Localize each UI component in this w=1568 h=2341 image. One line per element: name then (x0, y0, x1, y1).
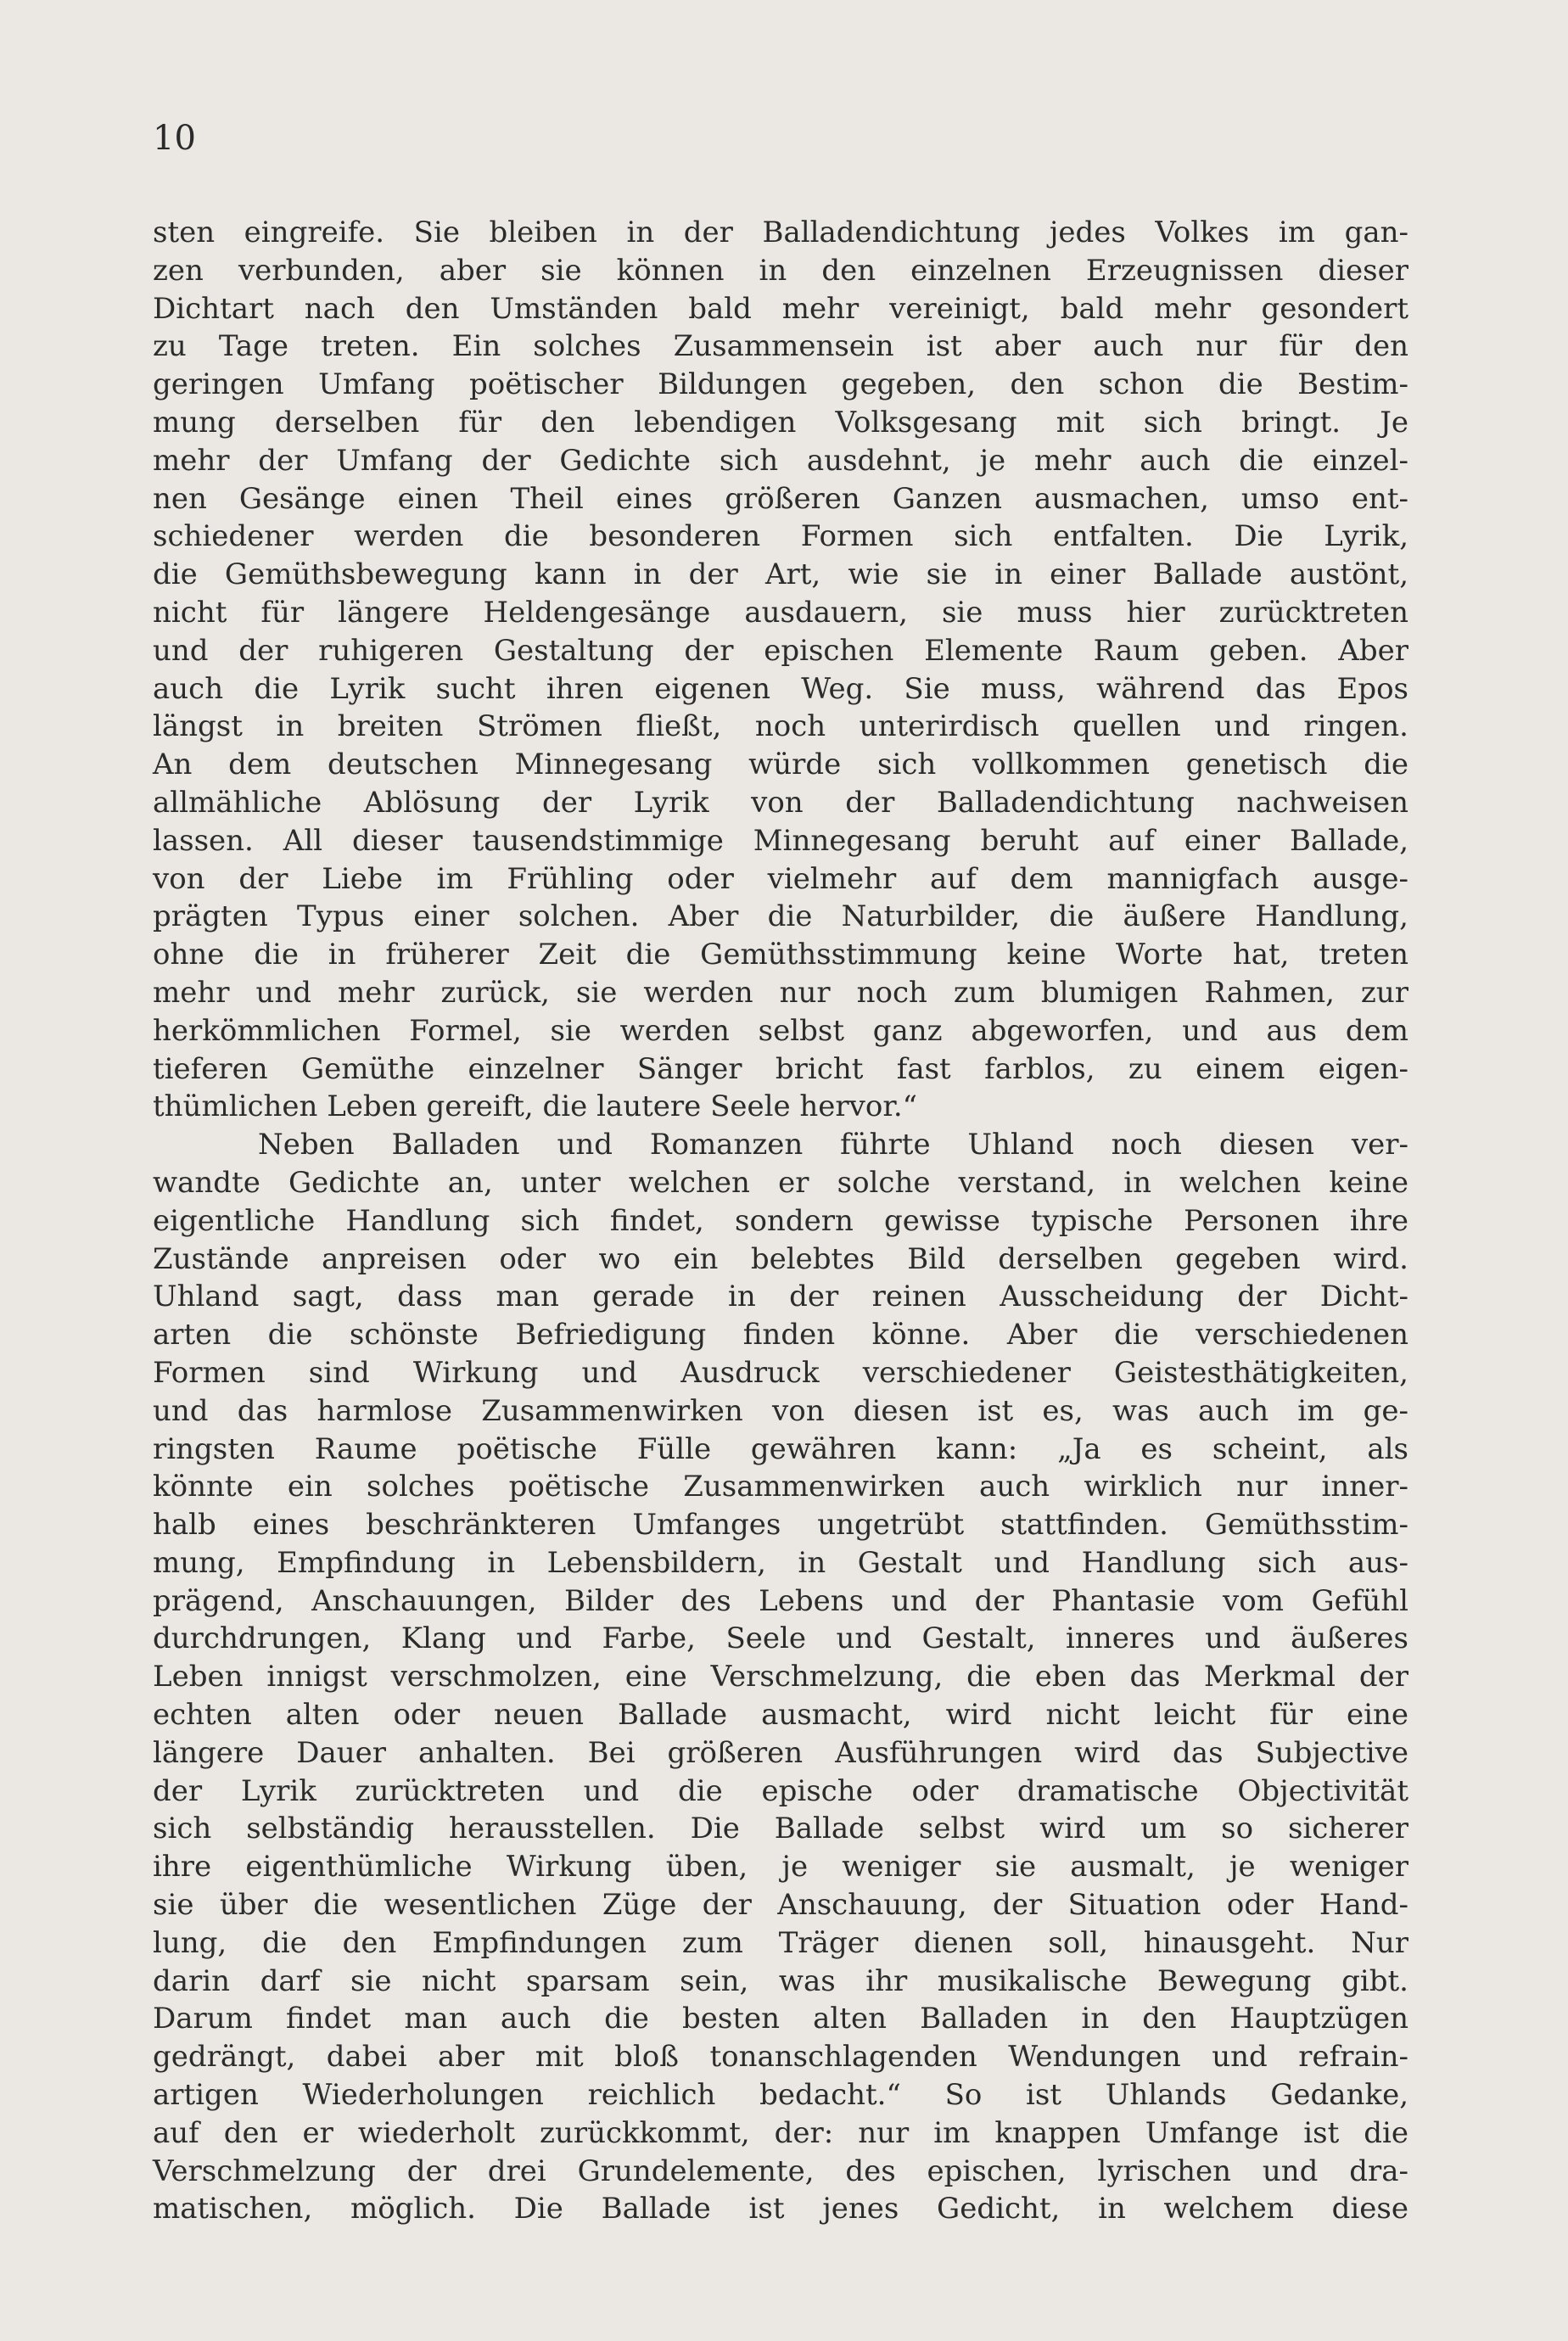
text-line: von der Liebe im Frühling oder vielmehr auf dem mannigfach ausge- (153, 861, 1408, 896)
text-line: artigen Wiederholungen reichlich bedacht.“ So ist Uhlands Gedanke, (153, 2078, 1408, 2113)
text-line: lung, die den Empfindungen zum Träger dienen soll, hinausgeht. Nur (153, 1925, 1408, 1960)
text-line: prägend, Anschauungen, Bilder des Lebens und der Phantasie vom Gefühl (153, 1583, 1408, 1618)
text-line: matischen, möglich. Die Ballade ist jenes Gedicht, in welchem diese (153, 2192, 1408, 2226)
text-line: auf den er wiederholt zurückkommt, der: nur im knappen Umfange ist die (153, 2115, 1408, 2150)
text-line: zen verbunden, aber sie können in den einzelnen Erzeugnissen dieser (153, 253, 1408, 288)
text-line: lassen. All dieser tausendstimmige Minnegesang beruht auf einer Ballade, (153, 823, 1408, 858)
text-line: mung derselben für den lebendigen Volksgesang mit sich bringt. Je (153, 405, 1408, 440)
text-line: mehr und mehr zurück, sie werden nur noch zum blumigen Rahmen, zur (153, 975, 1408, 1010)
text-line: zu Tage treten. Ein solches Zusammensein ist aber auch nur für den (153, 329, 1408, 364)
text-line: ohne die in früherer Zeit die Gemüthsstimmung keine Worte hat, treten (153, 938, 1408, 972)
text-line: nicht für längere Heldengesänge ausdauern, sie muss hier zurücktreten (153, 595, 1408, 630)
text-line: Neben Balladen und Romanzen führte Uhland noch diesen ver- (258, 1128, 1408, 1162)
text-line: herkömmlichen Formel, sie werden selbst ganz abgeworfen, und aus dem (153, 1013, 1408, 1048)
text-line: halb eines beschränkteren Umfanges ungetrübt stattfinden. Gemüthsstim- (153, 1508, 1408, 1543)
text-line: sten eingreife. Sie bleiben in der Balladendichtung jedes Volkes im gan- (153, 216, 1408, 249)
text-line: Darum findet man auch die besten alten Balladen in den Hauptzügen (153, 2002, 1408, 2036)
text-line: gedrängt, dabei aber mit bloß tonanschlagenden Wendungen und refrain- (153, 2040, 1408, 2075)
text-line: längst in breiten Strömen fließt, noch unterirdisch quellen und ringen. (153, 709, 1408, 744)
text-line: ringsten Raume poëtische Fülle gewähren kann: „Ja es scheint, als (153, 1431, 1408, 1466)
text-line: eigentliche Handlung sich findet, sondern gewisse typische Personen ihre (153, 1203, 1408, 1238)
text-line: prägten Typus einer solchen. Aber die Naturbilder, die äußere Handlung, (153, 899, 1408, 934)
text-line: An dem deutschen Minnegesang würde sich vollkommen genetisch die (153, 748, 1408, 782)
text-line: könnte ein solches poëtische Zusammenwirken auch wirklich nur inner- (153, 1470, 1408, 1504)
text-line: Verschmelzung der drei Grundelemente, des epischen, lyrischen und dra- (153, 2153, 1408, 2188)
text-line: mehr der Umfang der Gedichte sich ausdehnt, je mehr auch die einzel- (153, 443, 1408, 478)
text-line: die Gemüthsbewegung kann in der Art, wie sie in einer Ballade austönt, (153, 557, 1408, 592)
text-line: allmähliche Ablösung der Lyrik von der Balladendichtung nachweisen (153, 785, 1408, 820)
text-line: längere Dauer anhalten. Bei größeren Ausführungen wird das Subjective (153, 1735, 1408, 1770)
text-line: tieferen Gemüthe einzelner Sänger bricht fast farblos, zu einem eigen- (153, 1051, 1408, 1086)
text-line: geringen Umfang poëtischer Bildungen gegeben, den schon die Bestim- (153, 367, 1408, 402)
text-line: sich selbständig herausstellen. Die Ballade selbst wird um so sicherer (153, 1812, 1408, 1846)
text-line: echten alten oder neuen Ballade ausmacht, wird nicht leicht für eine (153, 1698, 1408, 1733)
text-line: mung, Empfindung in Lebensbildern, in Gestalt und Handlung sich aus- (153, 1545, 1408, 1580)
text-line: Dichtart nach den Umständen bald mehr vereinigt, bald mehr gesondert (153, 291, 1408, 326)
text-line: auch die Lyrik sucht ihren eigenen Weg. Sie muss, während das Epos (153, 671, 1408, 706)
text-line: schiedener werden die besonderen Formen sich entfalten. Die Lyrik, (153, 519, 1408, 554)
text-line: wandte Gedichte an, unter welchen er solche verstand, in welchen keine (153, 1165, 1408, 1200)
text-line: sie über die wesentlichen Züge der Anschauung, der Situation oder Hand- (153, 1888, 1408, 1923)
text-line: darin darf sie nicht sparsam sein, was ihr musikalische Bewegung gibt. (153, 1963, 1408, 1998)
body-text (153, 214, 1408, 2228)
page-number: 10 (153, 119, 196, 158)
text-line: Formen sind Wirkung und Ausdruck verschiedener Geistesthätigkeiten, (153, 1355, 1408, 1390)
text-line: Uhland sagt, dass man gerade in der reinen Ausscheidung der Dicht- (153, 1280, 1408, 1314)
text-line: arten die schönste Befriedigung finden könne. Aber die verschiedenen (153, 1318, 1408, 1353)
text-line: durchdrungen, Klang und Farbe, Seele und Gestalt, inneres und äußeres (153, 1621, 1408, 1656)
text-line: und das harmlose Zusammenwirken von diesen ist es, was auch im ge- (153, 1393, 1408, 1428)
text-line: thümlichen Leben gereift, die lautere Seele hervor.“ (153, 1089, 918, 1124)
text-line: Leben innigst verschmolzen, eine Verschmelzung, die eben das Merkmal der (153, 1660, 1408, 1694)
text-line: Zustände anpreisen oder wo ein belebtes Bild derselben gegeben wird. (153, 1241, 1408, 1276)
text-line: der Lyrik zurücktreten und die epische oder dramatische Objectivität (153, 1773, 1408, 1808)
text-line: und der ruhigeren Gestaltung der epischen Elemente Raum geben. Aber (153, 633, 1408, 668)
text-line: ihre eigenthümliche Wirkung üben, je weniger sie ausmalt, je weniger (153, 1850, 1408, 1885)
text-line: nen Gesänge einen Theil eines größeren Ganzen ausmachen, umso ent- (153, 481, 1408, 516)
